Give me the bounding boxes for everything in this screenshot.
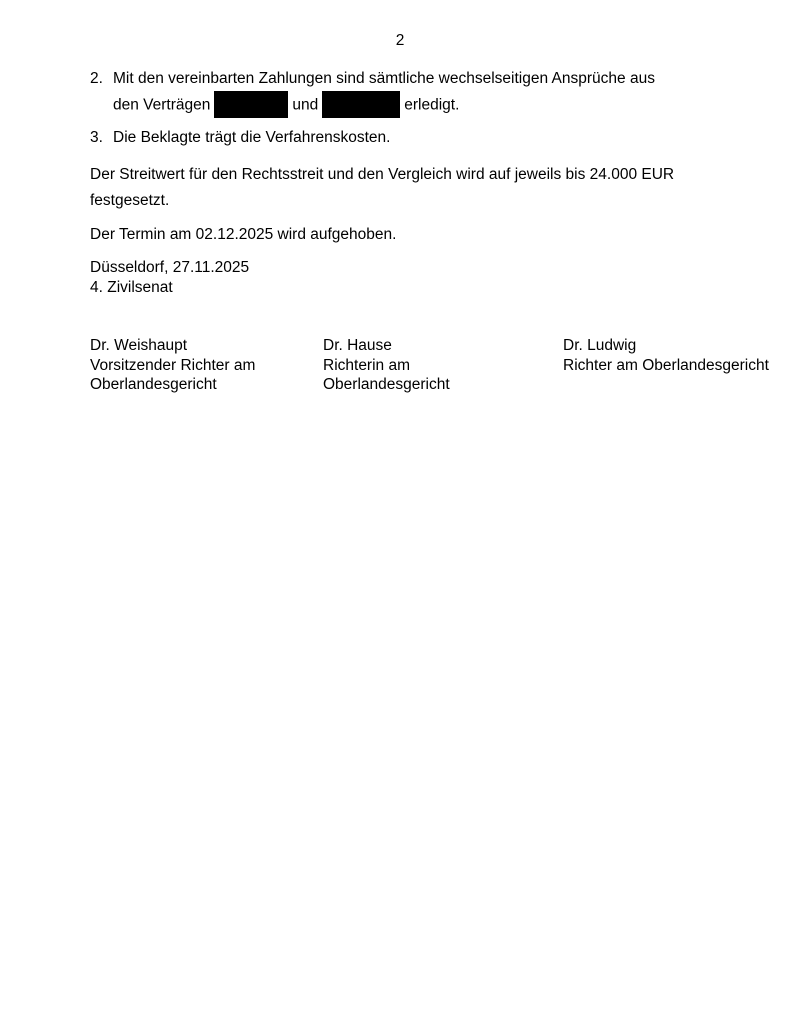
order-item-2-marker: 2. xyxy=(90,70,103,87)
order-item-2-line2-middle: und xyxy=(292,96,319,114)
paragraph-streitwert-line2: festgesetzt. xyxy=(90,192,170,209)
order-item-2-line2-after: erledigt. xyxy=(404,96,460,114)
order-item-3-body: Die Beklagte trägt die Verfahrenskosten. xyxy=(113,129,391,146)
order-item-2-body xyxy=(113,66,713,119)
signature-ludwig-title-line1: Richter am Oberlandesgericht xyxy=(563,356,769,374)
paragraph-streitwert-line1: Der Streitwert für den Rechtsstreit und den Vergleich wird auf jeweils bis 24.000 EUR xyxy=(90,166,675,183)
paragraph-termin: Der Termin am 02.12.2025 wird aufgehoben. xyxy=(90,226,397,243)
signature-weishaupt xyxy=(90,336,255,395)
redaction-box-1 xyxy=(214,91,288,118)
signature-hause-title-line2: Oberlandesgericht xyxy=(323,376,450,393)
signature-hause-name: Dr. Hause xyxy=(323,337,392,354)
redaction-box-2 xyxy=(322,91,400,118)
order-item-2-line2-before: den Verträgen xyxy=(113,96,211,114)
signature-weishaupt-name: Dr. Weishaupt xyxy=(90,337,188,354)
page-number: 2 xyxy=(395,32,405,49)
signature-weishaupt-title-line2: Oberlandesgericht xyxy=(90,376,217,393)
signature-ludwig xyxy=(563,336,769,375)
signature-hause-title-line1: Richterin am xyxy=(323,356,410,374)
place-date: Düsseldorf, 27.11.2025 xyxy=(90,259,250,276)
signature-weishaupt-title-line1: Vorsitzender Richter am xyxy=(90,356,256,374)
signature-hause xyxy=(323,336,450,395)
senate: 4. Zivilsenat xyxy=(90,278,173,296)
order-item-3-marker: 3. xyxy=(90,129,103,146)
order-item-2-line1: Mit den vereinbarten Zahlungen sind sämtliche wechselseitigen Ansprüche aus xyxy=(113,70,655,87)
paragraph-streitwert xyxy=(90,162,730,214)
signature-block xyxy=(0,336,804,396)
signature-ludwig-name: Dr. Ludwig xyxy=(563,337,637,354)
place-date-block xyxy=(90,258,249,297)
